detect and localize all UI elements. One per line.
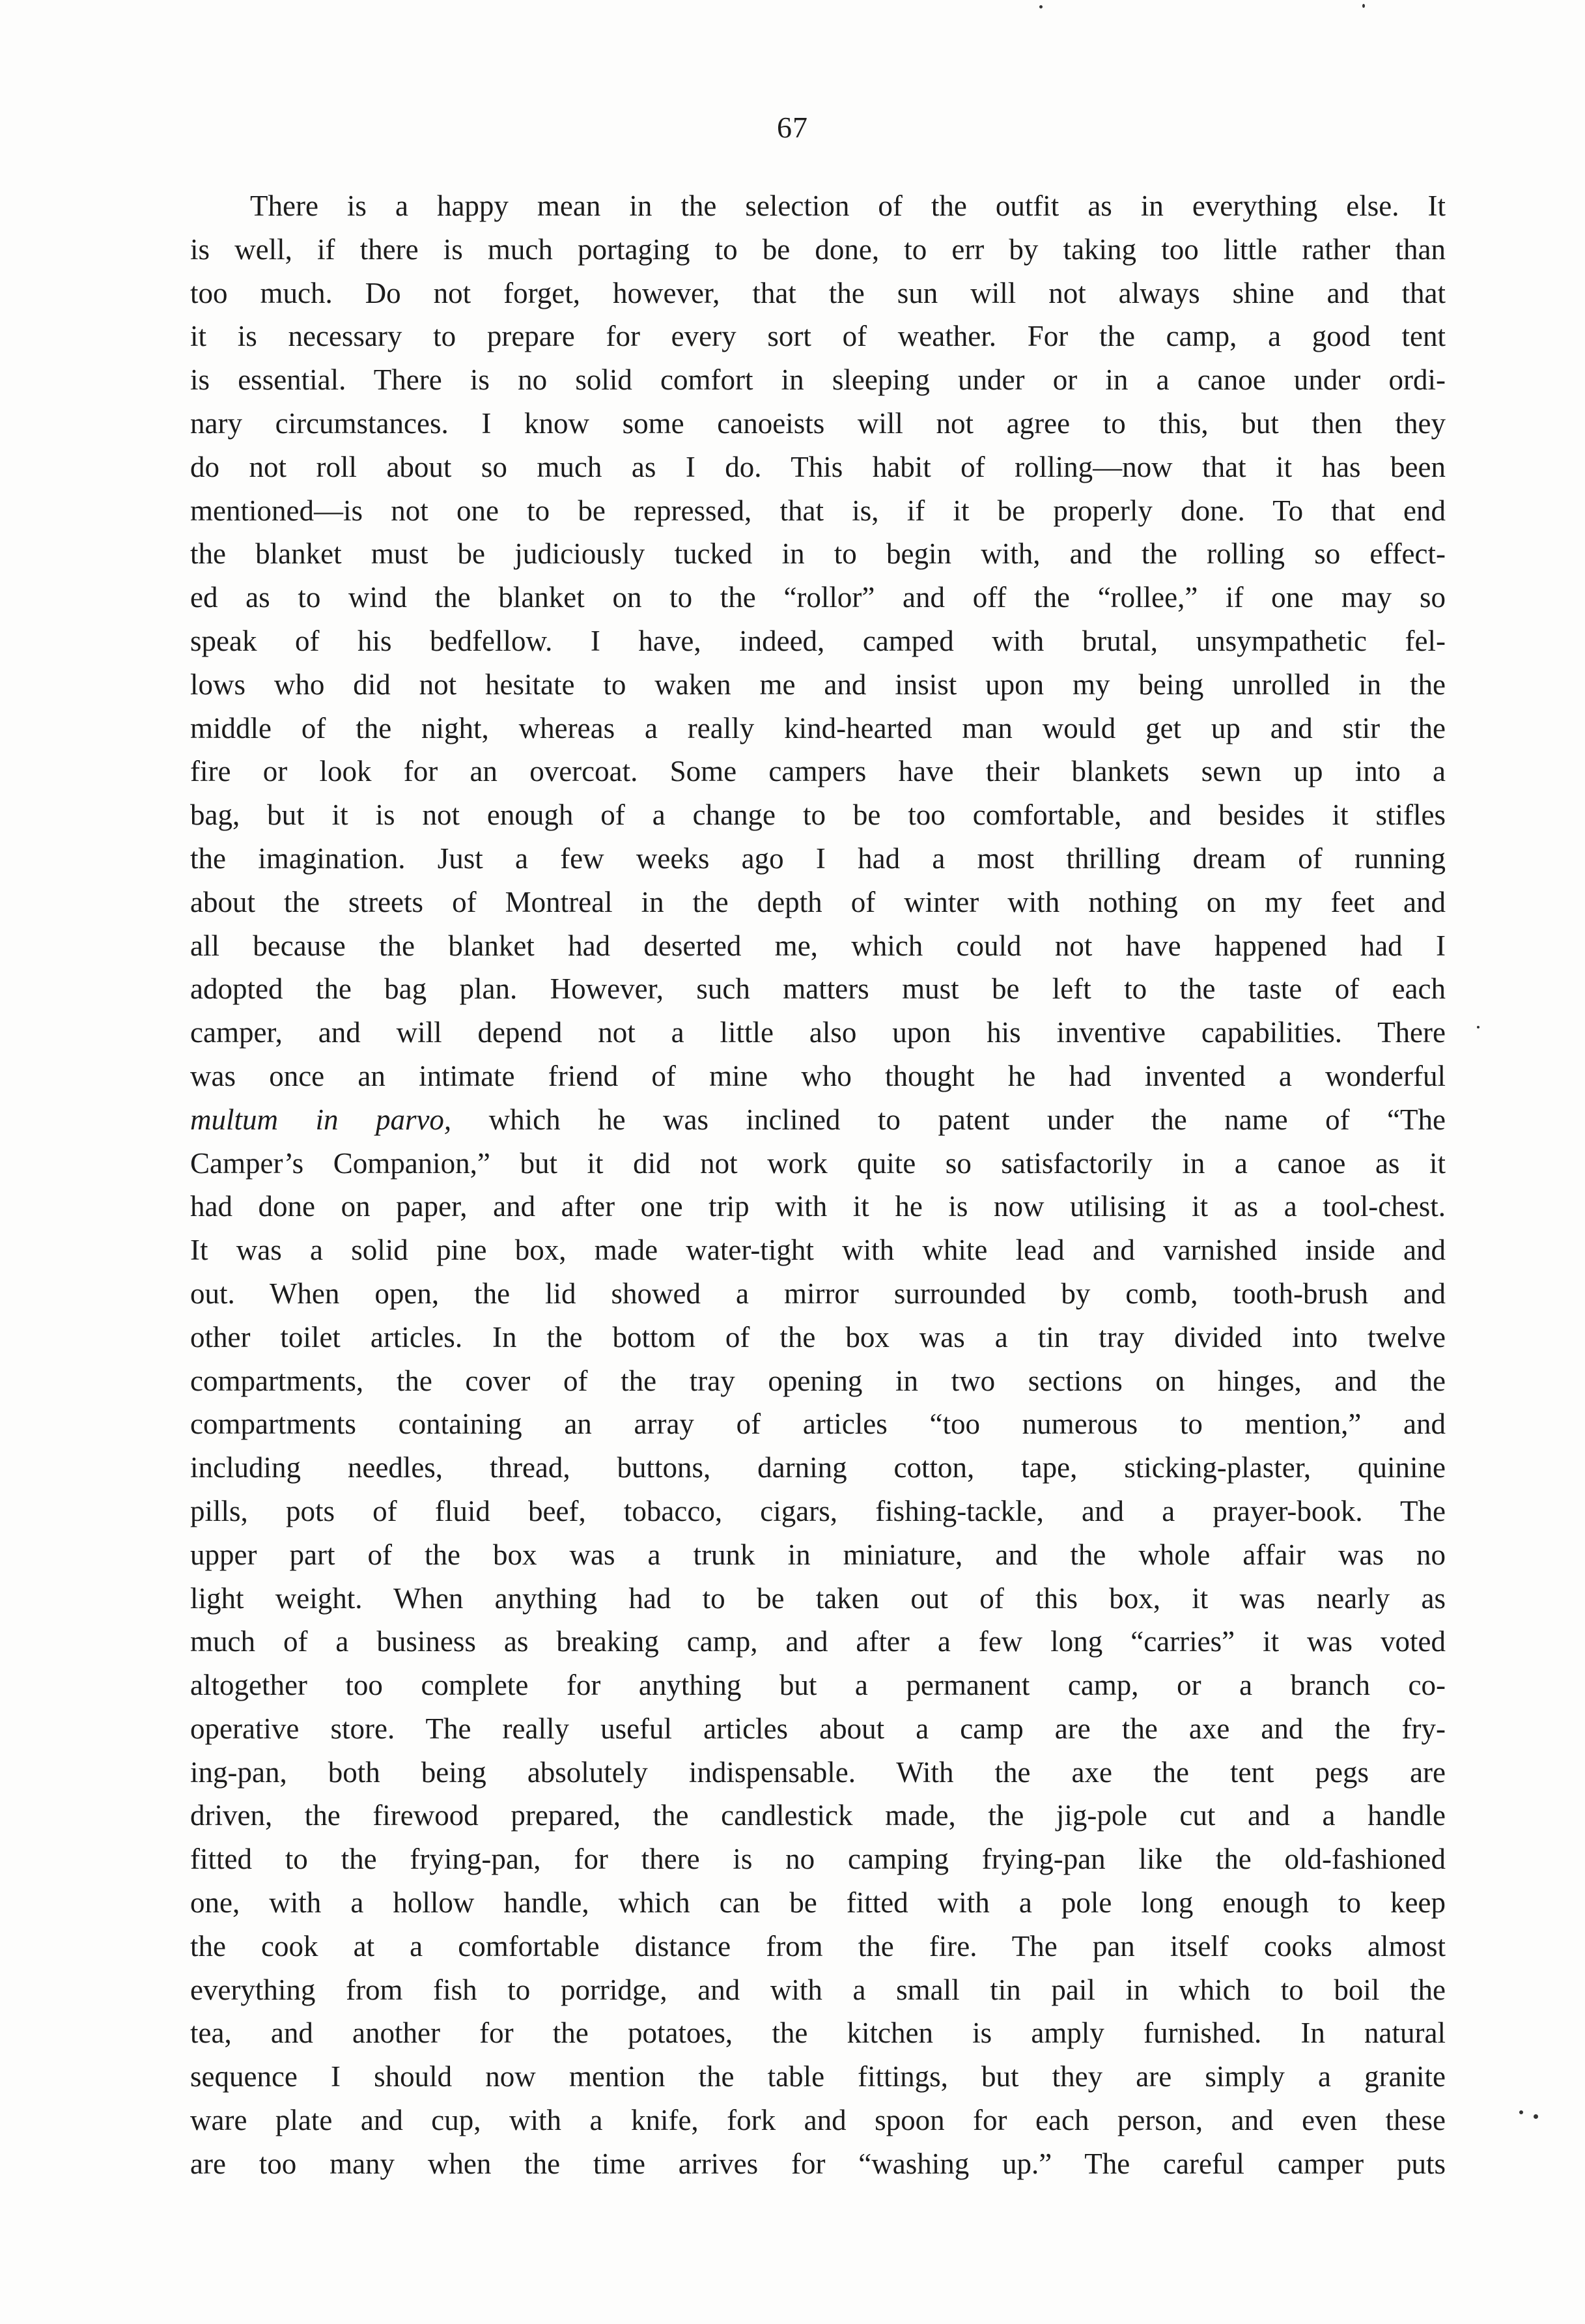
text-line: fire or look for an overcoat. Some campers have their blankets sewn up into a: [190, 755, 1446, 788]
text-line: fitted to the frying-pan, for there is no camping frying-pan like the old-fashioned: [190, 1843, 1446, 1876]
text-line: the blanket must be judiciously tucked in to begin with, and the rolling so effect-: [190, 537, 1446, 571]
text-line: had done on paper, and after one trip with it he is now utilising it as a tool-chest.: [190, 1190, 1446, 1223]
text-line: is essential. There is no solid comfort in sleeping under or in a canoe under ordi-: [190, 363, 1446, 397]
text-line: [190, 1098, 1446, 1142]
text-line: tea, and another for the potatoes, the kitchen is amply furnished. In natural: [190, 2017, 1446, 2050]
text-line: mentioned—is not one to be repressed, that is, if it be properly done. To that end: [190, 494, 1446, 527]
text-line: about the streets of Montreal in the depth of winter with nothing on my feet and: [190, 885, 1446, 918]
text-line: upper part of the box was a trunk in miniature, and the whole affair was no: [190, 1538, 1446, 1571]
text-line: adopted the bag plan. However, such matters must be left to the taste of each: [190, 972, 1446, 1006]
text-line: lows who did not hesitate to waken me and insist upon my being unrolled in the: [190, 668, 1446, 701]
text-line: ware plate and cup, with a knife, fork and spoon for each person, and even these: [190, 2104, 1446, 2137]
print-speck: [1362, 4, 1365, 8]
text-line: everything from fish to porridge, and with a small tin pail in which to boil the: [190, 1973, 1446, 2006]
text-line: speak of his bedfellow. I have, indeed, camped with brutal, unsympathetic fel-: [190, 624, 1446, 657]
line-text: which he was inclined to patent under the name of “The: [451, 1103, 1446, 1136]
text-line: compartments, the cover of the tray opening in two sections on hinges, and the: [190, 1364, 1446, 1397]
text-line: are too many when the time arrives for “washing up.” The careful camper puts: [190, 2147, 1446, 2180]
text-line: camper, and will depend not a little also upon his inventive capabilities. There: [190, 1016, 1446, 1049]
text-line: pills, pots of fluid beef, tobacco, cigars, fishing-tackle, and a prayer-book. The: [190, 1494, 1446, 1527]
text-line: ing-pan, both being absolutely indispensable. With the axe the tent pegs are: [190, 1755, 1446, 1789]
text-line: the imagination. Just a few weeks ago I had a most thrilling dream of running: [190, 842, 1446, 875]
text-line: too much. Do not forget, however, that the sun will not always shine and that: [190, 276, 1446, 309]
text-line: middle of the night, whereas a really kind-hearted man would get up and stir the: [190, 711, 1446, 744]
print-speck: [1477, 1026, 1480, 1028]
page-number: 67: [777, 111, 808, 144]
text-line: it is necessary to prepare for every sort of weather. For the camp, a good tent: [190, 320, 1446, 353]
text-line: is well, if there is much portaging to be done, to err by taking too little rather than: [190, 233, 1446, 266]
print-speck: [1519, 2110, 1523, 2114]
text-line: other toilet articles. In the bottom of the box was a tin tray divided into twelve: [190, 1320, 1446, 1353]
text-line: Camper’s Companion,” but it did not work quite so satisfactorily in a canoe as it: [190, 1146, 1446, 1180]
text-line: light weight. When anything had to be taken out of this box, it was nearly as: [190, 1581, 1446, 1615]
print-speck: [1534, 2114, 1538, 2119]
text-line: all because the blanket had deserted me, which could not have happened had I: [190, 929, 1446, 962]
italic-phrase: multum in parvo,: [190, 1103, 452, 1136]
text-line: much of a business as breaking camp, and after a few long “carries” it was voted: [190, 1625, 1446, 1658]
text-line: the cook at a comfortable distance from the fire. The pan itself cooks almost: [190, 1929, 1446, 1963]
text-line: driven, the firewood prepared, the candlestick made, the jig-pole cut and a handle: [190, 1799, 1446, 1832]
text-line: ed as to wind the blanket on to the “rollor” and off the “rollee,” if one may so: [190, 581, 1446, 614]
text-line: including needles, thread, buttons, darning cotton, tape, sticking-plaster, quinine: [190, 1451, 1446, 1484]
text-line: operative store. The really useful articles about a camp are the axe and the fry-: [190, 1712, 1446, 1745]
text-line: There is a happy mean in the selection of the outfit as in everything else. It: [250, 190, 1446, 222]
text-line: was once an intimate friend of mine who thought he had invented a wonderful: [190, 1059, 1446, 1092]
text-line: do not roll about so much as I do. This habit of rolling—now that it has been: [190, 450, 1446, 483]
print-speck: [1039, 5, 1043, 8]
text-line: nary circumstances. I know some canoeists will not agree to this, but then they: [190, 406, 1446, 440]
text-line: altogether too complete for anything but a permanent camp, or a branch co-: [190, 1669, 1446, 1702]
body-text: [190, 184, 1446, 2186]
text-line: one, with a hollow handle, which can be fitted with a pole long enough to keep: [190, 1886, 1446, 1920]
text-line: compartments containing an array of articles “too numerous to mention,” and: [190, 1408, 1446, 1441]
text-line: It was a solid pine box, made water-tight with white lead and varnished inside and: [190, 1234, 1446, 1267]
text-line: sequence I should now mention the table fittings, but they are simply a granite: [190, 2060, 1446, 2093]
text-line: bag, but it is not enough of a change to be too comfortable, and besides it stifles: [190, 799, 1446, 832]
text-line: out. When open, the lid showed a mirror surrounded by comb, tooth-brush and: [190, 1277, 1446, 1310]
